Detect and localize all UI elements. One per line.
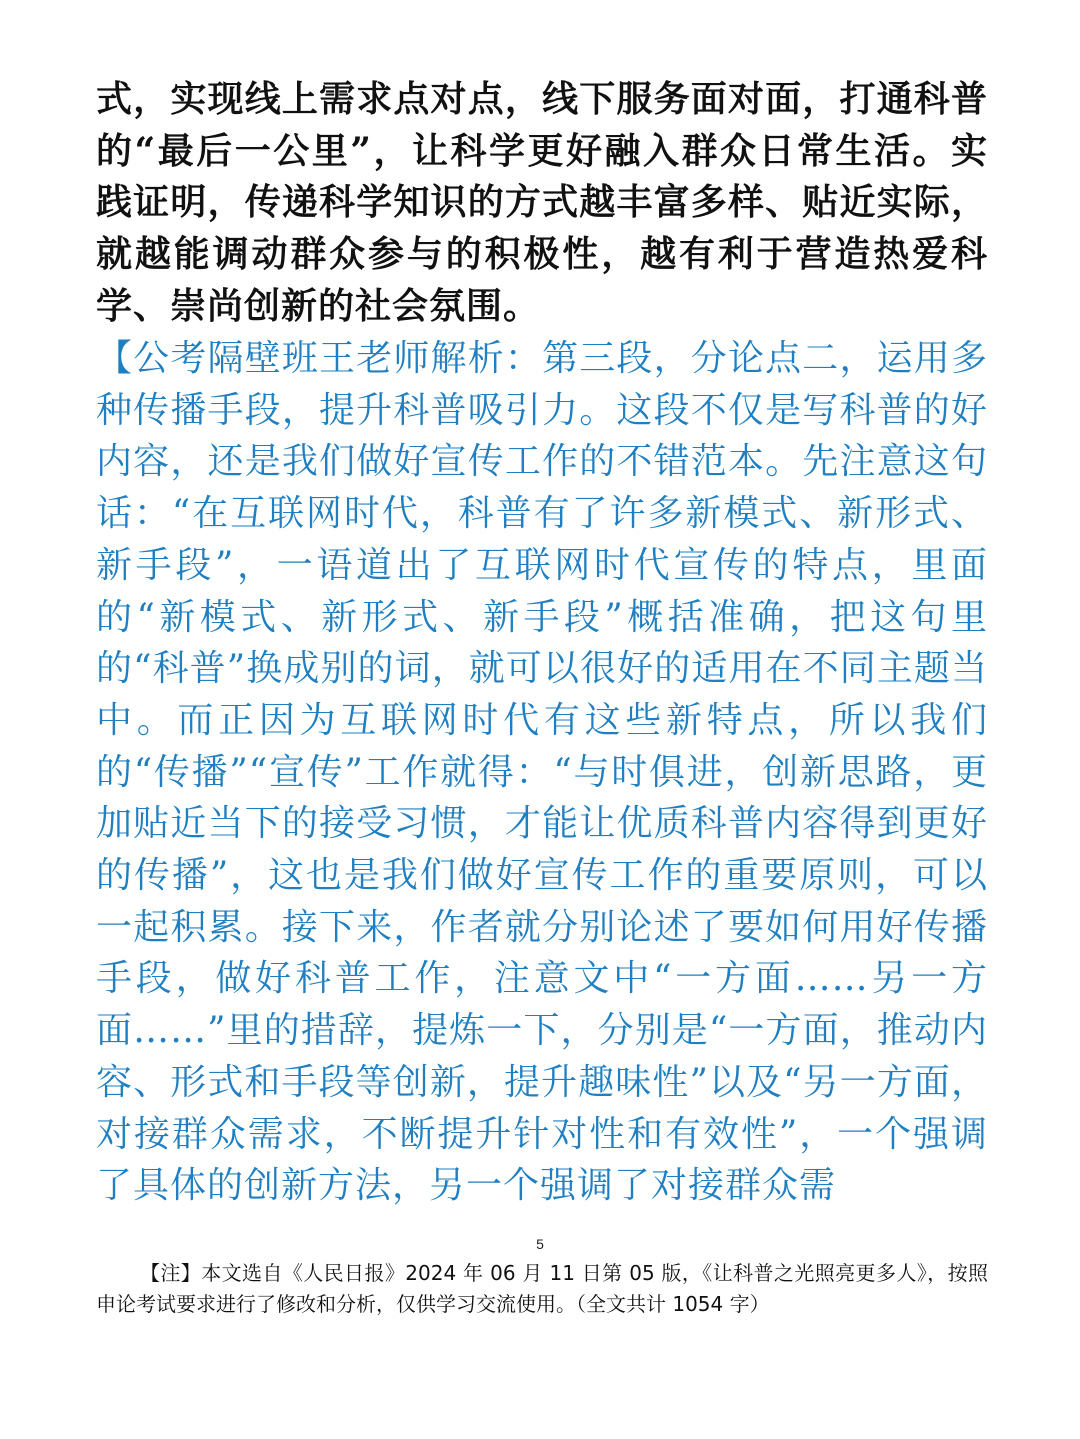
teacher-analysis-paragraph: 【公考隔壁班王老师解析：第三段，分论点二，运用多种传播手段，提升科普吸引力。这段不仅是写科普的好内容，还是我们做好宣传工作的不错范本。先注意这句话：“在互联网时代，科普有了许多新模式、新形式、新手段”，一语道出了互联网时代宣传的特点，里面的“新模式、新形式、新手段”概括准确，把这句里的“科普”换成别的词，就可以很好的适用在不同主题当中。而正因为互联网时代有这些新特点，所以我们的“传播”“宣传”工作就得：“与时俱进，创新思路，更加贴近当下的接受习惯，才能让优质科普内容得到更好的传播”，这也是我们做好宣传工作的重要原则，可以一起积累。接下来，作者就分别论述了要如何用好传播手段，做好科普工作，注意文中“一方面……另一方面……”里的措辞，提炼一下，分别是“一方面，推动内容、形式和手段等创新，提升趣味性”以及“另一方面，对接群众需求，不断提升针对性和有效性”，一个强调了具体的创新方法，另一个强调了对接群众需 <box>96 338 988 1207</box>
article-paragraph: 式，实现线上需求点对点，线下服务面对面，打通科普的“最后一公里”，让科学更好融入群众日常生活。实践证明，传递科学知识的方式越丰富多样、贴近实际，就越能调动群众参与的积极性，越有利于营造热爱科学、崇尚创新的社会氛围。 <box>96 78 988 327</box>
page-number: 5 <box>536 1236 544 1252</box>
source-footnote: 【注】本文选自《人民日报》2024 年 06 月 11 日第 05 版，《让科普之光照亮更多人》，按照申论考试要求进行了修改和分析，仅供学习交流使用。（全文共计 1054 字） <box>96 1261 988 1316</box>
